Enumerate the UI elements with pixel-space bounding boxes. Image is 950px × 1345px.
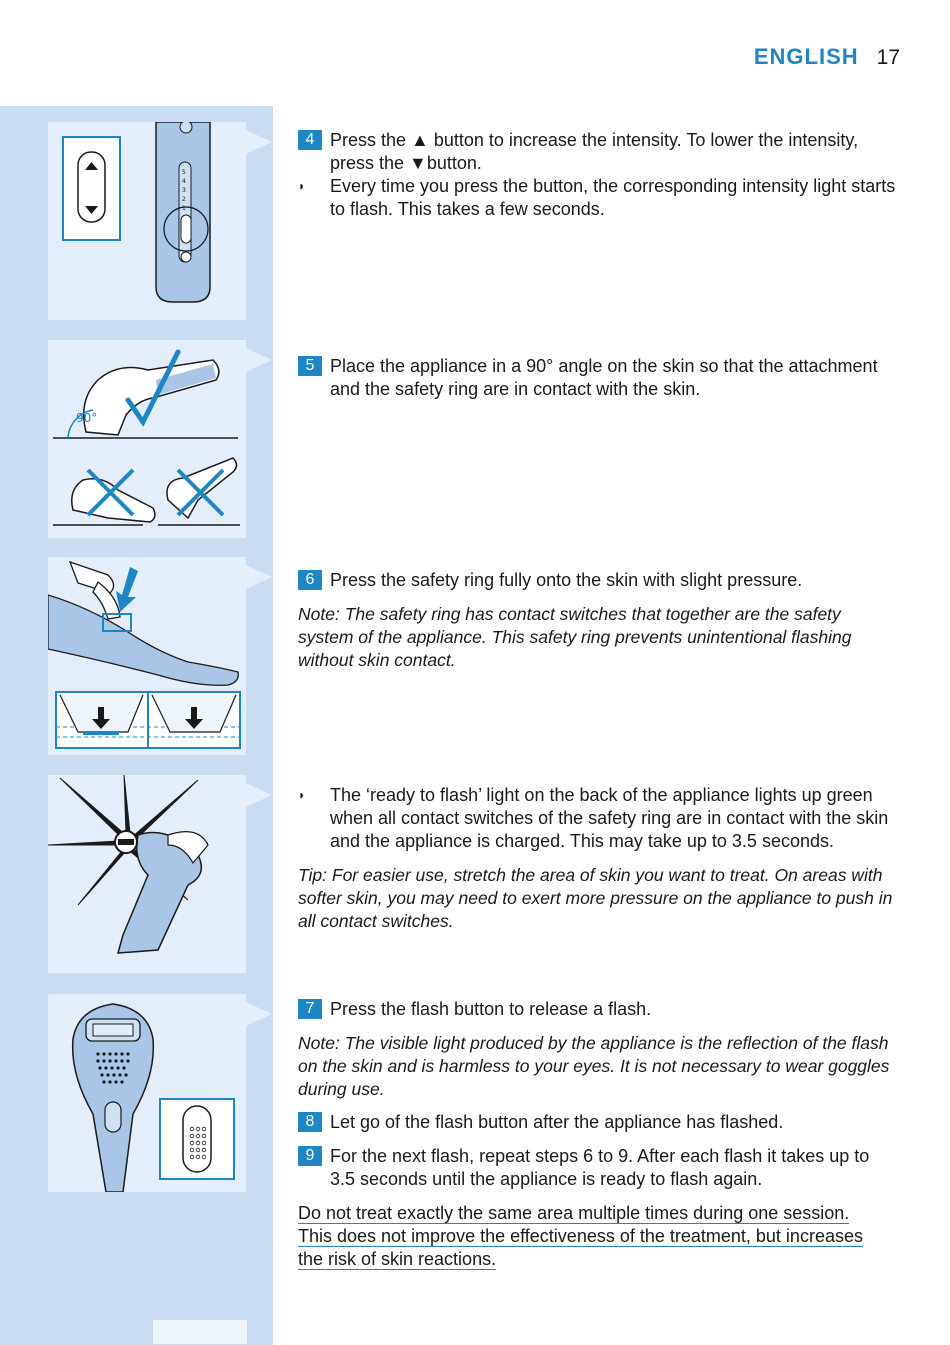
step-number: 6 xyxy=(298,570,322,590)
page-header xyxy=(754,44,900,76)
illustration-angle xyxy=(48,340,246,538)
step-6 xyxy=(298,569,898,672)
step-number: 9 xyxy=(298,1146,322,1166)
angle-label: 90° xyxy=(76,411,98,425)
ready-bullet-text: The ‘ready to flash’ light on the back of the appliance lights up green when all contact switches of the safety ring are in contact with the skin and the appliance is charged. This may take up to 3.5 seconds. xyxy=(330,785,889,851)
warning-line-2: This does not improve the effectiveness of the treatment, but increases xyxy=(298,1226,863,1246)
intensity-mark-5: 5 xyxy=(182,169,186,176)
step-text: Press the ▲ button to increase the intensity. To lower the intensity, press the ▼button. xyxy=(330,130,859,173)
tip-text: Tip: For easier use, stretch the area of skin you want to treat. On areas with softer skin, you may need to exert more pressure on the appliance to push in all contact switches. xyxy=(298,865,893,931)
illustration-flash xyxy=(48,994,246,1192)
step-text: For the next flash, repeat steps 6 to 9. After each flash it takes up to 3.5 seconds until the appliance is ready to flash again. xyxy=(330,1146,870,1189)
intensity-mark-3: 3 xyxy=(182,187,186,194)
intensity-mark-2: 2 xyxy=(182,196,186,203)
step-number: 4 xyxy=(298,130,322,150)
step-text: Place the appliance in a 90° angle on the skin so that the attachment and the safety ring are in contact with the skin. xyxy=(330,356,878,399)
ready-info xyxy=(298,784,898,933)
step-9 xyxy=(298,1145,898,1191)
bullet-icon: ◗ xyxy=(298,788,306,802)
step-note: Note: The safety ring has contact switches that together are the safety system of the appliance. This safety ring prevents unintentional flashing without skin contact. xyxy=(298,604,852,670)
warning-text xyxy=(298,1202,898,1271)
step-5 xyxy=(298,355,898,401)
intensity-mark-4: 4 xyxy=(182,178,186,185)
bottom-strip xyxy=(153,1320,247,1344)
page-number: 17 xyxy=(876,46,900,69)
panel-notch xyxy=(246,783,272,807)
panel-notch xyxy=(246,348,272,372)
step-8 xyxy=(298,1111,898,1134)
panel-notch xyxy=(246,565,272,589)
language-label: ENGLISH xyxy=(753,44,859,69)
panel-notch xyxy=(246,130,272,154)
illustration-ready xyxy=(48,775,246,973)
step-note: Note: The visible light produced by the appliance is the reflection of the flash on the skin and is harmless to your eyes. It is not necessary to wear goggles during use. xyxy=(298,1033,890,1099)
step-7 xyxy=(298,998,898,1101)
step-number: 7 xyxy=(298,999,322,1019)
step-text: Press the flash button to release a flash. xyxy=(330,999,652,1019)
step-number: 8 xyxy=(298,1112,322,1132)
step-bullet-text: Every time you press the button, the corresponding intensity light starts to flash. This takes a few seconds. xyxy=(330,176,896,219)
intensity-mark-1: 1 xyxy=(182,205,186,212)
step-number: 5 xyxy=(298,356,322,376)
warning-line-3: the risk of skin reactions. xyxy=(298,1249,497,1269)
warning-line-1: Do not treat exactly the same area multiple times during one session. xyxy=(298,1203,850,1223)
bullet-icon: ◗ xyxy=(298,179,306,193)
step-text: Let go of the flash button after the appliance has flashed. xyxy=(330,1112,784,1132)
step-text: Press the safety ring fully onto the skin with slight pressure. xyxy=(330,570,803,590)
illustration-intensity xyxy=(48,122,246,320)
panel-notch xyxy=(246,1002,272,1026)
step-4 xyxy=(298,129,898,221)
illustration-press xyxy=(48,557,246,755)
